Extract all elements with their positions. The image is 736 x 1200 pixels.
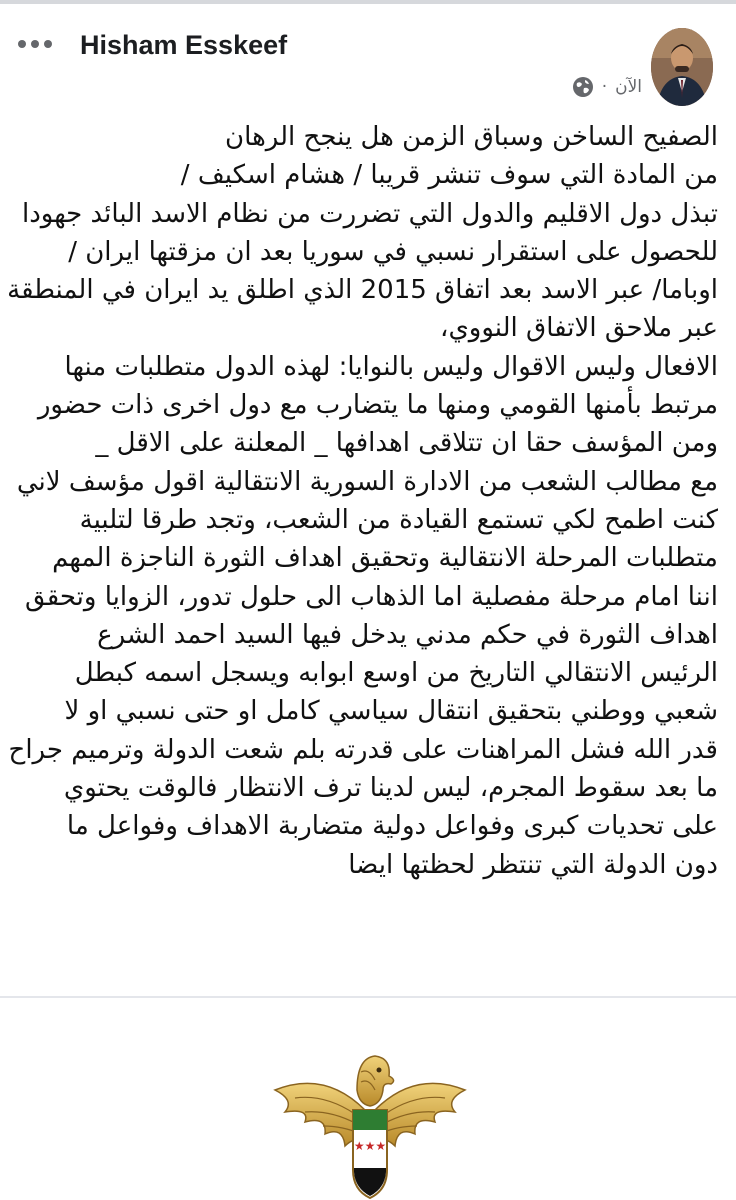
post-line: متطلبات المرحلة الانتقالية وتحقيق اهداف الثورة الناجزة المهم bbox=[52, 543, 718, 574]
avatar[interactable] bbox=[651, 28, 713, 106]
post-line: للحصول على استقرار نسبي في سوريا بعد ان مزقتها ايران / bbox=[68, 236, 718, 267]
post-line: ومن المؤسف حقا ان تتلاقى اهدافها _ المعلنة على الاقل _ bbox=[95, 428, 718, 459]
post-line: ما بعد سقوط المجرم، ليس لدينا ترف الانتظار فالوقت يحتوي bbox=[63, 773, 718, 804]
more-dot bbox=[44, 40, 52, 48]
post-line: الافعال وليس الاقوال وليس بالنوايا: لهذه الدول متطلبات منها bbox=[64, 351, 718, 382]
post-line: عبر ملاحق الاتفاق النووي، bbox=[440, 313, 718, 344]
post-header bbox=[0, 4, 736, 114]
post-line: دون الدولة التي تنتظر لحظتها ايضا bbox=[348, 849, 718, 880]
flag-stars: ★★★ bbox=[353, 1139, 387, 1153]
post-line: شعبي ووطني بتحقيق انتقال سياسي كامل او حتى نسبي او لا bbox=[64, 696, 718, 727]
post-line: على تحديات كبرى وفواعل دولية متضاربة الاهداف وفواعل ما bbox=[66, 811, 718, 842]
post-line: قدر الله فشل المراهنات على قدرته بلم شعت الدولة وترميم جراح bbox=[8, 734, 718, 765]
post-line: الصفيح الساخن وسباق الزمن هل ينجح الرهان bbox=[225, 122, 718, 152]
post-line: مرتبط بأمنها القومي ومنها ما يتضارب مع دول اخرى ذات حضور bbox=[37, 390, 718, 421]
avatar-photo bbox=[651, 28, 713, 106]
post-line: اهداف الثورة في حكم مدني يدخل فيها السيد احمد الشرع bbox=[97, 619, 718, 650]
more-dot bbox=[31, 40, 39, 48]
post-meta bbox=[560, 74, 642, 100]
post-line: اوباما/ عبر الاسد بعد اتفاق 2015 الذي اطلق يد ايران في المنطقة bbox=[7, 275, 718, 306]
post-line: اننا امام مرحلة مفصلية اما الذهاب الى حلول تدور، الزوايا وتحقق bbox=[25, 581, 718, 612]
post-line: تبذل دول الاقليم والدول التي تضررت من نظام الاسد البائد جهودا bbox=[21, 198, 718, 229]
post-line: كنت اطمح لكي تستمع القيادة من الشعب، وتجد طرقا لتلبية bbox=[79, 504, 718, 535]
more-dots-icon bbox=[18, 40, 26, 48]
post-line: الرئيس الانتقالي التاريخ من اوسع ابوابه ويسجل اسمه كبطل bbox=[74, 658, 718, 689]
author-name[interactable]: Hisham Esskeef bbox=[80, 30, 288, 60]
meta-separator: · bbox=[601, 77, 608, 97]
post-image[interactable] bbox=[0, 998, 736, 1200]
post-text bbox=[7, 118, 718, 884]
post-line: من المادة التي سوف تنشر قريبا / هشام اسكيف / bbox=[180, 160, 718, 191]
post-line: مع مطالب الشعب من الادارة السورية الانتقالية اقول مؤسف لاني bbox=[16, 466, 718, 497]
globe-icon bbox=[572, 76, 594, 98]
syrian-eagle-emblem bbox=[265, 1050, 475, 1200]
post-time[interactable]: الآن bbox=[615, 77, 642, 97]
more-options-button[interactable] bbox=[18, 34, 58, 54]
